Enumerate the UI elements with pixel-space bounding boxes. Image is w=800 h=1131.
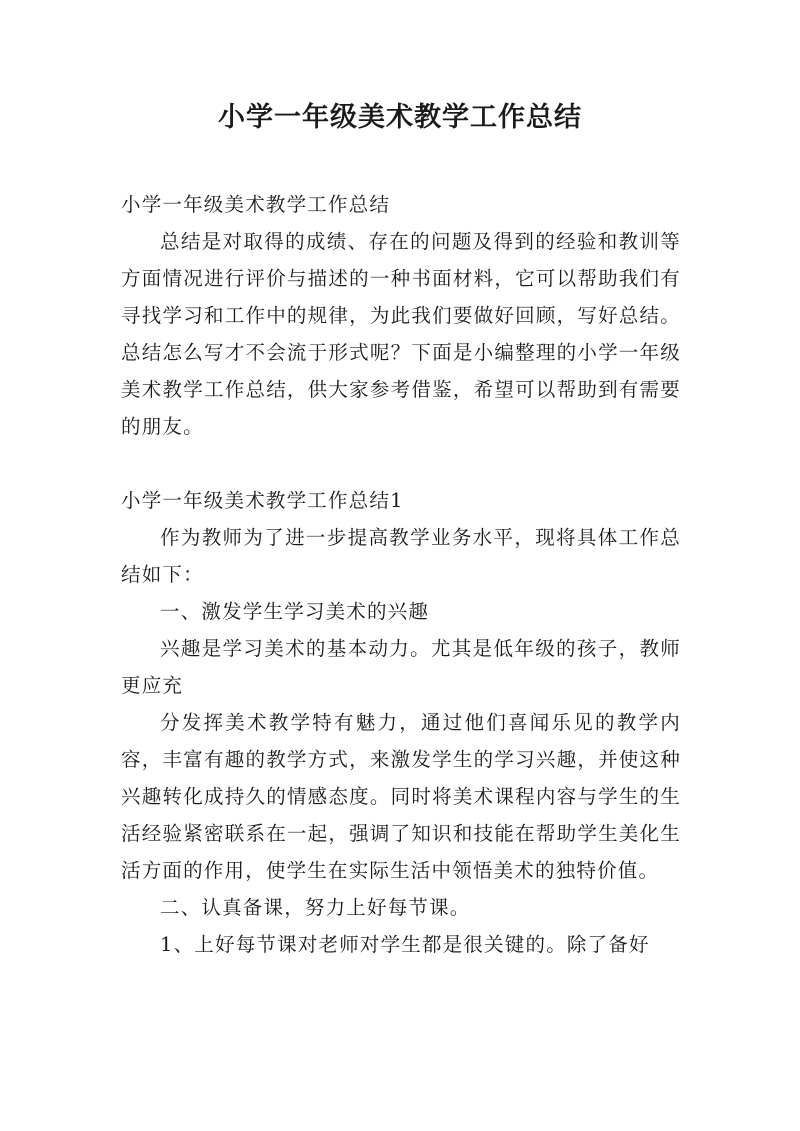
section-intro-paragraph: 作为教师为了进一步提高教学业务水平，现将具体工作总结如下： xyxy=(121,526,681,586)
body-paragraph: 分发挥美术教学特有魅力，通过他们喜闻乐见的教学内容，丰富有趣的教学方式，来激发学生的学习兴趣，并使这种兴趣转化成持久的情感态度。同时将美术课程内容与学生的生活经验紧密联系在一起，强调了知识和技能在帮助学生美化生活方面的作用，使学生在实际生活中领悟美术的独特价值。 xyxy=(121,711,681,882)
document-title: 小学一年级美术教学工作总结 xyxy=(218,102,582,133)
body-paragraph: 兴趣是学习美术的基本动力。尤其是低年级的孩子，教师更应充 xyxy=(121,637,681,697)
document-body xyxy=(121,186,681,963)
body-paragraph: 1、上好每节课对老师对学生都是很关键的。除了备好 xyxy=(160,933,650,956)
point-heading: 二、认真备课，努力上好每节课。 xyxy=(160,896,471,919)
paragraph-spacer xyxy=(121,445,681,482)
section-heading: 小学一年级美术教学工作总结1 xyxy=(121,489,404,512)
intro-paragraph: 总结是对取得的成绩、存在的问题及得到的经验和教训等方面情况进行评价与描述的一种书面材料，它可以帮助我们有寻找学习和工作中的规律，为此我们要做好回顾，写好总结。总结怎么写才不会流于形式呢？下面是小编整理的小学一年级美术教学工作总结，供大家参考借鉴，希望可以帮助到有需要的朋友。 xyxy=(121,230,681,438)
point-heading: 一、激发学生学习美术的兴趣 xyxy=(160,600,430,623)
document-subtitle: 小学一年级美术教学工作总结 xyxy=(121,193,391,216)
